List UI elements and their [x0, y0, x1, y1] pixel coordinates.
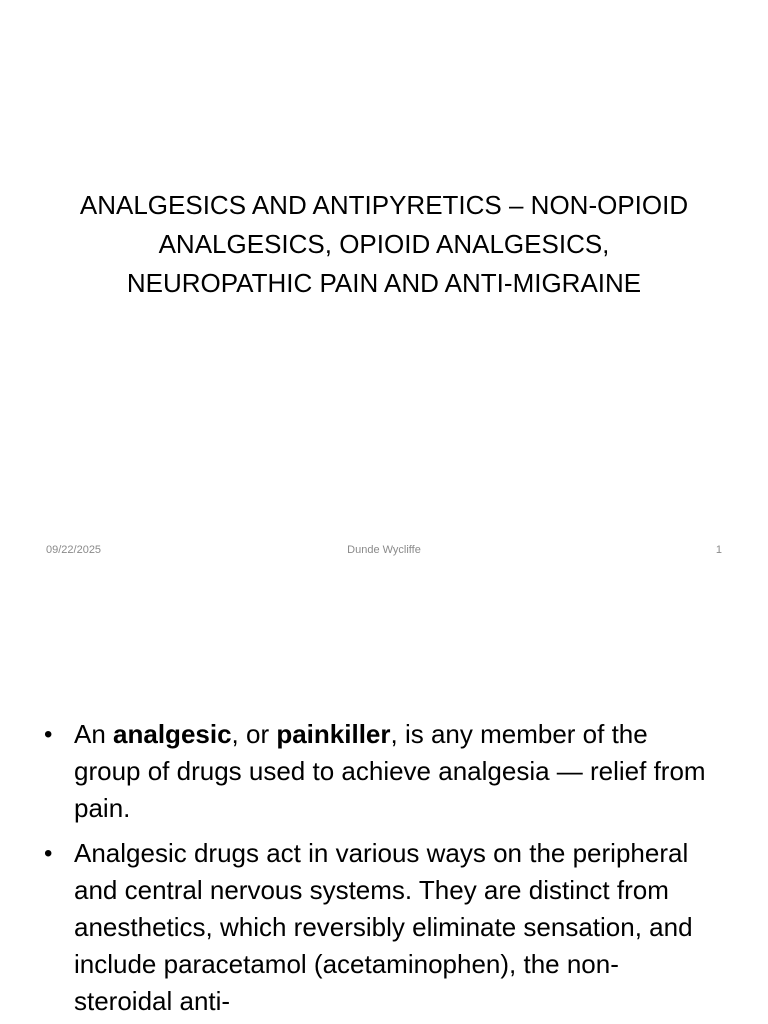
bullet-text: An — [74, 719, 114, 749]
bullet-item-2 — [0, 835, 768, 1020]
footer-date: 09/22/2025 — [46, 544, 102, 556]
bullet-list — [0, 716, 768, 1024]
slide-2 — [0, 576, 768, 1024]
slide-title — [40, 186, 728, 303]
bullet-text: , is any member of the group of drugs used to achieve analgesia — relief from pain. — [74, 719, 706, 823]
term-painkiller: painkiller — [276, 719, 391, 749]
bullet-item-1 — [0, 716, 768, 827]
footer-author: Dunde Wycliffe — [347, 544, 421, 556]
term-analgesic: analgesic — [113, 719, 232, 749]
footer-page-number: 1 — [715, 544, 722, 556]
bullet-text: , or — [231, 719, 277, 749]
title-line-3: NEUROPATHIC PAIN AND ANTI-MIGRAINE — [126, 268, 642, 298]
title-line-2: ANALGESICS, OPIOID ANALGESICS, — [158, 229, 610, 259]
bullet-marker: • — [44, 721, 53, 748]
title-line-1: ANALGESICS AND ANTIPYRETICS – NON-OPIOID — [79, 190, 689, 220]
bullet-text: Analgesic drugs act in various ways on the peripheral and central nervous systems. They are distinct from anesthetics, which reversibly eliminate sensation, and include paracetamol (acetaminophen), the non-steroidal anti- — [74, 838, 693, 1016]
bullet-marker: • — [44, 840, 53, 867]
